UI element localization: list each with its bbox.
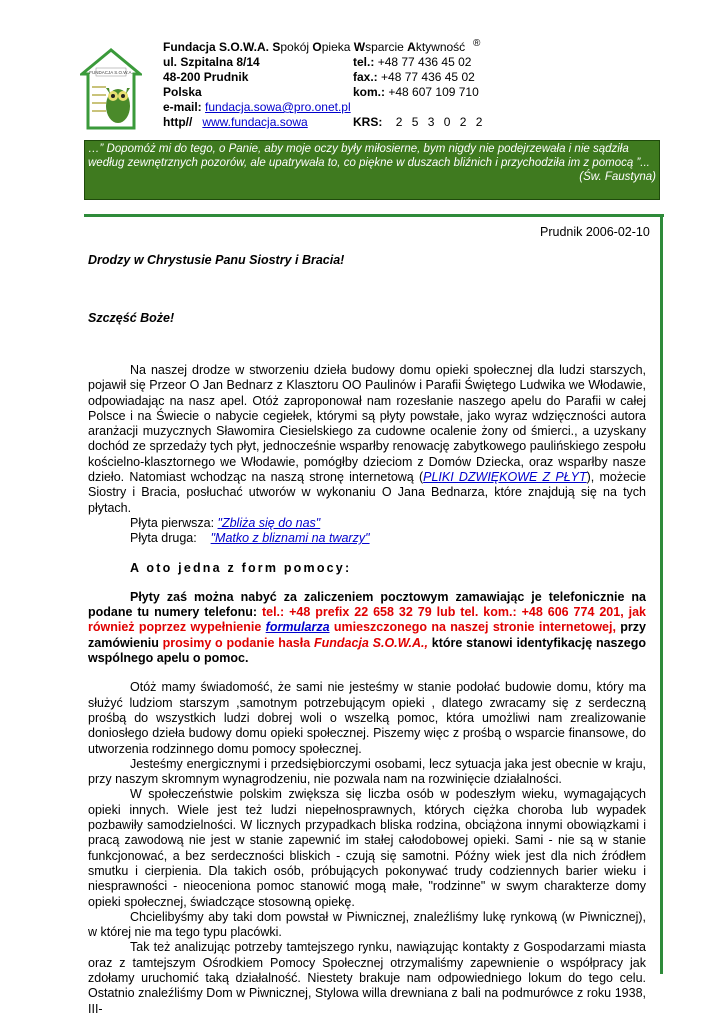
fax-label: fax.: <box>353 70 378 84</box>
greeting: Szczęść Boże! <box>88 311 175 325</box>
krs-number: 2 5 3 0 2 2 <box>395 115 486 129</box>
email-link[interactable]: fundacja.sowa@pro.onet.pl <box>205 100 351 114</box>
org-word-initial: S <box>272 40 281 54</box>
kom-label: kom.: <box>353 85 386 99</box>
kom-number: +48 607 109 710 <box>388 85 479 99</box>
registered-mark: ® <box>473 38 481 49</box>
org-word-initial: A <box>407 40 416 54</box>
street: ul. Szpitalna 8/14 <box>163 55 260 69</box>
form-link[interactable]: formularza <box>265 620 330 635</box>
tel-number: +48 77 436 45 02 <box>377 55 472 69</box>
country: Polska <box>163 85 202 99</box>
album-1-link[interactable]: "Zbliża się do nas" <box>217 515 321 530</box>
paragraph-3: Otóż mamy świadomość, że sami nie jesteśmy w stanie podołać budowie domu, który ma służyć ludziom starszym ,samotnym potrzebującym opieki , dlatego zwracamy się z serdeczną prośbą do wszystkich ludzi dobrej woli o wszelką pomoc, która umożliwi nam zrealizowanie doniosłego dzieła budowy domu opieki społecznej. Piszemy więc z prośbą o wsparcie finansowe, do utworzenia rodzinnego domu pomocy społecznej. <box>88 680 646 756</box>
quote-text: …” Dopomóż mi do tego, o Panie, aby moje oczy były miłosierne, bym nigdy nie podejrzewała i nie sądziła według zewnętrznych pozorów, ale upatrywała to, co piękne w duszach bliźnich i przychodziła im z pomocą ”... <box>88 143 650 169</box>
city: 48-200 Prudnik <box>163 70 249 84</box>
paragraph-6: Chcielibyśmy aby taki dom powstał w Piwnicznej, znaleźliśmy lukę rynkową (w Piwnicznej), w której nie ma tego typu placówki. <box>88 909 646 940</box>
salutation: Drodzy w Chrystusie Panu Siostry i Bracia! <box>88 253 345 267</box>
letter-date: Prudnik 2006-02-10 <box>540 225 650 239</box>
org-word-rest: pokój <box>280 40 313 54</box>
http-label: http// <box>163 115 193 129</box>
org-word-rest: sparcie <box>365 40 408 54</box>
paragraph-1: Na naszej drodze w stworzeniu dzieła budowy domu opieki społecznej dla ludzi starszych, pojawił się Przeor O Jan Bednarz z Klasztoru OO Paulinów i Parafii Świętego Ludwika we Włodawie, odpowiadając na nasz apel. Otóż zaproponował nam rozesłanie naszego apelu do Parafii w całej Polsce i na Świecie o nabycie cegiełek, którymi są płyty powstałe, jako wyraz wdzięczności autora aranżacji muzycznych Sławomira Ciesielskiego za cudowne ocalenie żony od śmierci., a uzyskany dochód ze sprzedaży tych płyt, jednocześnie wsparłby renowację zabytkowego paulińskiego zespołu kościelno-klasztornego we Włodawie, pomógłby dzieciom z Domów Dziecka, oraz wsparłby nasze dzieło. Natomiast wchodząc na naszą stronę internetową (PLIKI DZWIĘKOWE Z PŁYT), możecie Siostry i Bracia, posłuchać utworów w wykonaniu O Jana Bednarza, które znajdują się na tych płytach. <box>88 363 646 515</box>
paragraph-4: Jesteśmy energicznymi i przedsiębiorczymi osobami, lecz sytuacja jaka jest obecnie w kraju, przy naszym skromnym wynagrodzeniu, nie pozwala nam na rozwinięcie działalności. <box>88 756 646 787</box>
website-link[interactable]: www.fundacja.sowa <box>202 115 308 129</box>
tel-label: tel.: <box>353 55 375 69</box>
logo-sign-text: FUNDACJA S.O.W.A. <box>89 70 133 75</box>
section-title: A oto jedna z form pomocy: <box>130 560 352 575</box>
org-word-rest: pieka <box>321 40 354 54</box>
org-word-initial: W <box>353 40 366 54</box>
krs-label: KRS: <box>353 115 383 129</box>
quote-signature: (Św. Faustyna) <box>579 171 656 183</box>
org-word-rest: ktywność <box>415 40 466 54</box>
album-2: Płyta druga: "Matko z bliznami na twarzy" <box>130 531 370 546</box>
quote-box <box>84 140 660 200</box>
letterhead <box>163 40 493 130</box>
fax-number: +48 77 436 45 02 <box>381 70 475 84</box>
green-divider-vertical <box>660 214 663 974</box>
org-prefix: Fundacja S.O.W.A. <box>163 40 273 54</box>
org-word-initial: O <box>312 40 322 54</box>
org-name <box>163 40 493 55</box>
letter-body <box>88 363 646 1017</box>
paragraph-7: Tak też analizując potrzeby tamtejszego rynku, nawiązując kontakty z Gospodarzami miasta oraz z tamtejszym Ośrodkiem Pomocy Społecznej otrzymaliśmy zapewnienie o współpracy jak zdołamy uruchomić taką działalność. Niestety brakuje nam odpowiedniego lokum do tego celu. Ostatnio znaleźliśmy Dom w Piwnicznej, Stylowa willa drewniana z bali na podmurówce z roku 1938, III- <box>88 940 646 1016</box>
paragraph-5: W społeczeństwie polskim zwiększa się liczba osób w podeszłym wieku, wymagających opieki innych. Wiele jest też ludzi niepełnosprawnych, których ciężka choroba lub wypadek pozbawiły samodzielności. W licznych przypadkach bliska rodzina, obciążona innymi obowiązkami i pracą zawodową nie jest w stanie zapewnić im stałej całodobowej opieki. Sami - nie są w stanie funkcjonować, a bez serdeczności bliskich - czują się samotni. Późny wiek jest dla nich źródłem smutku i cierpienia. Dla takich osób, próbujących pokonywać trudy codziennych barier wieku i niesprawności - nieoceniona pomoc stanowić mogą małe, "rodzinne" w swym charakterze domy opieki społecznej, świadczące stosowną opiekę. <box>88 787 646 909</box>
green-divider-horizontal <box>84 214 664 217</box>
album-1: Płyta pierwsza: "Zbliża się do nas" <box>130 515 321 530</box>
audio-files-link[interactable]: PLIKI DZWIĘKOWE Z PŁYT <box>423 470 587 485</box>
album-2-link[interactable]: "Matko z bliznami na twarzy" <box>210 531 370 546</box>
paragraph-2: Płyty zaś można nabyć za zaliczeniem pocztowym zamawiając je telefonicznie na podane tu numery telefonu: tel.: +48 prefix 22 658 32 79 lub tel. kom.: +48 606 774 201, jak również poprzez wypełnienie formularza umieszczonego na naszej stronie internetowej, przy zamówieniu prosimy o podanie hasła Fundacja S.O.W.A., które stanowi identyfikację naszego wspólnego apelu o pomoc. <box>88 589 646 666</box>
owl-house-logo <box>80 48 142 130</box>
email-label: e-mail: <box>163 100 206 114</box>
